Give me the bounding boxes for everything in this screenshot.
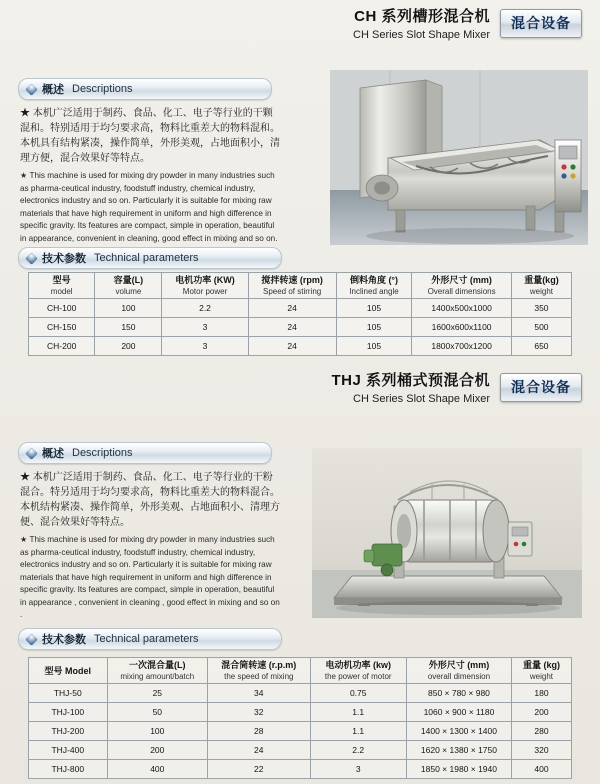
cell: 105 xyxy=(336,337,412,356)
cell: 3 xyxy=(162,318,248,337)
specs-table-2 xyxy=(28,657,572,779)
cell: 24 xyxy=(248,337,336,356)
cell: 500 xyxy=(511,318,571,337)
col-header-en: volume xyxy=(115,287,142,296)
cell: 25 xyxy=(107,684,208,703)
description-block-1 xyxy=(20,106,282,245)
cell: 2.2 xyxy=(310,741,406,760)
col-header-cn: 容量(L) xyxy=(113,275,144,285)
product-titles-2 xyxy=(331,372,490,407)
cell: 1850 × 1980 × 1940 xyxy=(406,760,511,779)
cell: 100 xyxy=(107,722,208,741)
cell: 1600x600x1100 xyxy=(412,318,512,337)
col-header-en: the speed of mixing xyxy=(224,672,294,681)
cell: 400 xyxy=(107,760,208,779)
table-row xyxy=(29,741,572,760)
col-header-cn: 混合筒转速 (r.p.m) xyxy=(221,660,297,670)
cell: THJ-800 xyxy=(29,760,108,779)
cell: 150 xyxy=(95,318,162,337)
col-header-en: Speed of stirring xyxy=(262,287,322,296)
description-cn-1: ★ 本机广泛适用于制药、食品、化工、电子等行业的干颗混和。特别适用于均匀要求高，物料比重差大的物料混和。本机具有结构紧凑，操作简单，外形美观，占地面积小，清理方便，混合效果好等特点。 xyxy=(20,108,280,164)
col-header-cn: 重量 (kg) xyxy=(522,660,560,670)
params-bar-cn-2: 技术参数 xyxy=(42,634,86,646)
cell: 34 xyxy=(208,684,310,703)
col-header-cn: 型号 Model xyxy=(44,665,91,676)
params-bar-en-2: Technical parameters xyxy=(94,633,199,645)
cell: 280 xyxy=(511,722,571,741)
col-header-cn: 外形尺寸 (mm) xyxy=(428,660,490,670)
cell: CH-200 xyxy=(29,337,95,356)
col-header-en: Motor power xyxy=(182,287,228,296)
diamond-bullet-icon xyxy=(25,447,38,460)
cell: 850 × 780 × 980 xyxy=(406,684,511,703)
col-header-cn: 一次混合量(L) xyxy=(129,660,186,670)
cell: 650 xyxy=(511,337,571,356)
technical-parameters-bar-2 xyxy=(18,628,282,650)
col-header-en: weight xyxy=(529,672,554,681)
cell: THJ-100 xyxy=(29,703,108,722)
cell: 24 xyxy=(248,299,336,318)
col-header-en: model xyxy=(50,287,73,296)
descriptions-bar-cn-2: 概述 xyxy=(42,448,64,460)
product-title-en-1: CH Series Slot Shape Mixer xyxy=(353,29,490,41)
descriptions-bar-1 xyxy=(18,78,272,100)
product-title-en-2: CH Series Slot Shape Mixer xyxy=(353,393,490,405)
description-block-2 xyxy=(20,470,282,622)
cell: 1620 × 1380 × 1750 xyxy=(406,741,511,760)
col-header-cn: 电机功率 (KW) xyxy=(175,275,235,285)
cell: 180 xyxy=(511,684,571,703)
col-header-en: overall dimension xyxy=(427,672,491,681)
cell: 50 xyxy=(107,703,208,722)
descriptions-bar-en-1: Descriptions xyxy=(72,83,133,95)
technical-parameters-bar-1 xyxy=(18,247,282,269)
col-header-cn: 型号 xyxy=(52,275,71,285)
category-badge-1: 混合设备 xyxy=(500,9,582,38)
descriptions-bar-cn-1: 概述 xyxy=(42,84,64,96)
col-header-en: Inclined angle xyxy=(349,287,399,296)
cell: 1.1 xyxy=(310,703,406,722)
col-header-en: weight xyxy=(529,287,553,296)
diamond-bullet-icon xyxy=(25,252,38,265)
cell: 32 xyxy=(208,703,310,722)
cell: 1400 × 1300 × 1400 xyxy=(406,722,511,741)
table-row xyxy=(29,684,572,703)
descriptions-bar-en-2: Descriptions xyxy=(72,447,133,459)
cell: 1800x700x1200 xyxy=(412,337,512,356)
descriptions-bar-2 xyxy=(18,442,272,464)
table-row xyxy=(29,703,572,722)
cell: 2.2 xyxy=(162,299,248,318)
table-header-row xyxy=(29,658,572,684)
cell: 24 xyxy=(208,741,310,760)
cell: 200 xyxy=(95,337,162,356)
cell: 22 xyxy=(208,760,310,779)
cell: THJ-50 xyxy=(29,684,108,703)
product-title-cn-1: CH 系列槽形混合机 xyxy=(354,8,490,25)
col-header-cn: 倒料角度 (°) xyxy=(349,275,399,285)
cell: CH-150 xyxy=(29,318,95,337)
diamond-bullet-icon xyxy=(25,633,38,646)
cell: 1400x500x1000 xyxy=(412,299,512,318)
cell: 105 xyxy=(336,299,412,318)
col-header-en: Overall dimensions xyxy=(427,287,496,296)
cell: 105 xyxy=(336,318,412,337)
cell: 28 xyxy=(208,722,310,741)
col-header-cn: 重量(kg) xyxy=(524,275,559,285)
cell: 400 xyxy=(511,760,571,779)
col-header-cn: 搅拌转速 (rpm) xyxy=(261,275,323,285)
description-en-1: ★ This machine is used for mixing dry powder in many industries such as pharma-ceutical industry, foodstuff industry, chemical industry, electronics industry and so on. Particularly it is suitable for mixing raw materials that have high requirement in uniform and high difference in specific gravity. Its features are compact, simple in operation, beautiful in appearance, convenient in cleaning, good effect in mixing and so on. xyxy=(20,171,278,243)
cell: 3 xyxy=(162,337,248,356)
col-header-en: the power of motor xyxy=(324,672,392,681)
col-header-cn: 外形尺寸 (mm) xyxy=(431,275,492,285)
cell: THJ-400 xyxy=(29,741,108,760)
specs-table-1 xyxy=(28,272,572,356)
col-header-cn: 电动机功率 (kw) xyxy=(325,660,391,670)
table-row xyxy=(29,722,572,741)
description-en-2: ★ This machine is used for mixing dry powder in many industries such as pharma-ceutical industry, foodstuff industry, chemical industry, electronics industry and so on. Particularly it is suitable for mixing raw materials that have high requirement in uniform and high difference in specific gravity. Its features are compact, simple in operation, beautiful in appearance , convenient in cleaning , good effect in mixing and so on . xyxy=(20,535,280,619)
cell: 350 xyxy=(511,299,571,318)
table-row xyxy=(29,318,572,337)
table-row xyxy=(29,760,572,779)
slot-shape-mixer-illustration xyxy=(330,70,588,245)
cell: 1060 × 900 × 1180 xyxy=(406,703,511,722)
cell: 320 xyxy=(511,741,571,760)
product-header-1 xyxy=(353,8,582,43)
cell: 3 xyxy=(310,760,406,779)
params-bar-cn-1: 技术参数 xyxy=(42,253,86,265)
cell: 200 xyxy=(511,703,571,722)
table-header-row xyxy=(29,273,572,299)
cell: 0.75 xyxy=(310,684,406,703)
cell: THJ-200 xyxy=(29,722,108,741)
params-bar-en-1: Technical parameters xyxy=(94,252,199,264)
diamond-bullet-icon xyxy=(25,83,38,96)
table-row xyxy=(29,299,572,318)
table-row xyxy=(29,337,572,356)
product-photo-2 xyxy=(312,448,582,623)
cell: 200 xyxy=(107,741,208,760)
product-photo-1 xyxy=(330,70,588,250)
product-title-cn-2: THJ 系列桶式预混合机 xyxy=(331,372,490,389)
product-titles-1 xyxy=(353,8,490,43)
col-header-en: mixing amount/batch xyxy=(120,672,195,681)
cell: 24 xyxy=(248,318,336,337)
cell: 1.1 xyxy=(310,722,406,741)
cell: CH-100 xyxy=(29,299,95,318)
cell: 100 xyxy=(95,299,162,318)
description-cn-2: ★ 本机广泛适用于制药、食品、化工、电子等行业的干粉混合。特另适用于均匀要求高，物料比重差大的物料混合。本机结构紧凑、操作简单，外形美观、占地面积小、清理方便、混合效果好等特点。 xyxy=(20,472,280,528)
category-badge-2: 混合设备 xyxy=(500,373,582,402)
drum-premixer-illustration xyxy=(312,448,582,618)
product-header-2 xyxy=(331,372,582,407)
